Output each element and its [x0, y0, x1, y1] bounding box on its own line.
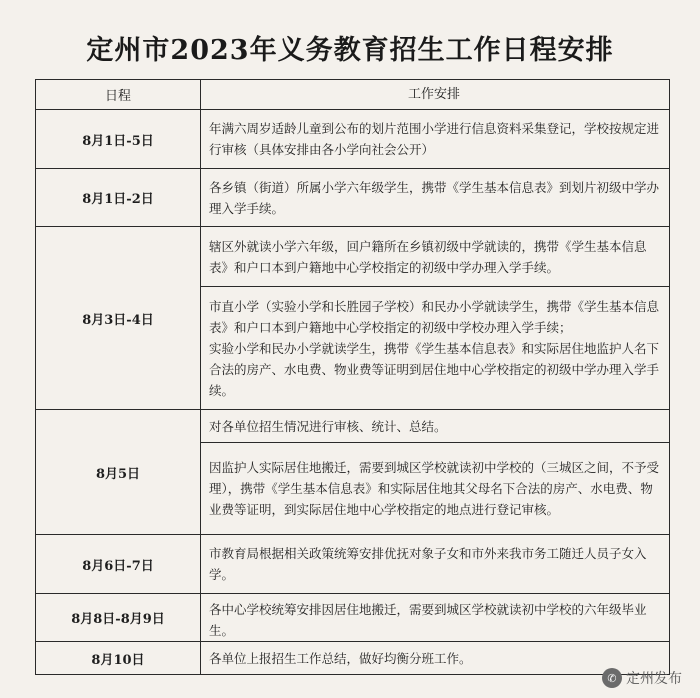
- row-date: 8月1日-2日: [36, 169, 201, 226]
- table-row: [36, 641, 669, 674]
- row-date: 8月5日: [36, 410, 201, 534]
- row-work: 各乡镇（街道）所属小学六年级学生，携带《学生基本信息表》到划片初级中学办理入学手续。: [209, 179, 660, 216]
- table-row: [36, 226, 669, 409]
- schedule-table: [35, 79, 670, 675]
- table-row: [36, 534, 669, 593]
- table-header-row: [36, 80, 669, 109]
- row-date: 8月10日: [36, 642, 201, 674]
- row-work: 各中心学校统筹安排因居住地搬迁，需要到城区学校就读初中学校的六年级毕业生。: [209, 602, 647, 638]
- row-work: 辖区外就读小学六年级，回户籍所在乡镇初级中学就读的，携带《学生基本信息表》和户口本到户籍地中心学校指定的初级中学办理入学手续。: [209, 238, 647, 275]
- row-work: 年满六周岁适龄儿童到公布的划片范围小学进行信息资料采集登记，学校按规定进行审核（具体安排由各小学向社会公开）: [209, 121, 660, 157]
- watermark-text: 定州发布: [626, 671, 682, 687]
- header-work: 工作安排: [407, 87, 460, 102]
- table-row: [36, 593, 669, 641]
- row-work: 市直小学（实验小学和长胜园子学校）和民办小学就读学生，携带《学生基本信息表》和户口本到户籍地中心学校指定的初级中学校办理入学手续； 实验小学和民办小学就读学生，携带《学生基本信息表》和实际居住地监护人名下合法的房产、水电费、物业费等证明到居住地中心学校指定的初级中学办理入学手续。: [201, 286, 669, 409]
- table-row: [36, 168, 669, 226]
- table-row: [36, 109, 669, 168]
- row-date: 8月1日-5日: [36, 110, 201, 168]
- row-work: 各单位上报招生工作总结，做好均衡分班工作。: [209, 650, 472, 666]
- row-date: 8月3日-4日: [36, 227, 201, 409]
- row-date: 8月8日-8月9日: [36, 594, 201, 641]
- table-row: [36, 409, 669, 534]
- watermark: [602, 668, 682, 688]
- row-work: 因监护人实际居住地搬迁，需要到城区学校就读初中学校的（三城区之间，不予受理），携带《学生基本信息表》和实际居住地其父母名下合法的房产、水电费、物业费等证明，到实际居住地中心学校指定的地点进行登记审核。: [201, 442, 669, 534]
- wechat-icon: ✆: [602, 668, 622, 688]
- header-date: 日程: [36, 80, 201, 109]
- row-work: 对各单位招生情况进行审核、统计、总结。: [209, 418, 447, 434]
- row-date: 8月6日-7日: [36, 535, 201, 593]
- page-title: 定州市2023年义务教育招生工作日程安排: [86, 35, 614, 66]
- row-work: 市教育局根据相关政策统筹安排优抚对象子女和市外来我市务工随迁人员子女入学。: [209, 546, 647, 582]
